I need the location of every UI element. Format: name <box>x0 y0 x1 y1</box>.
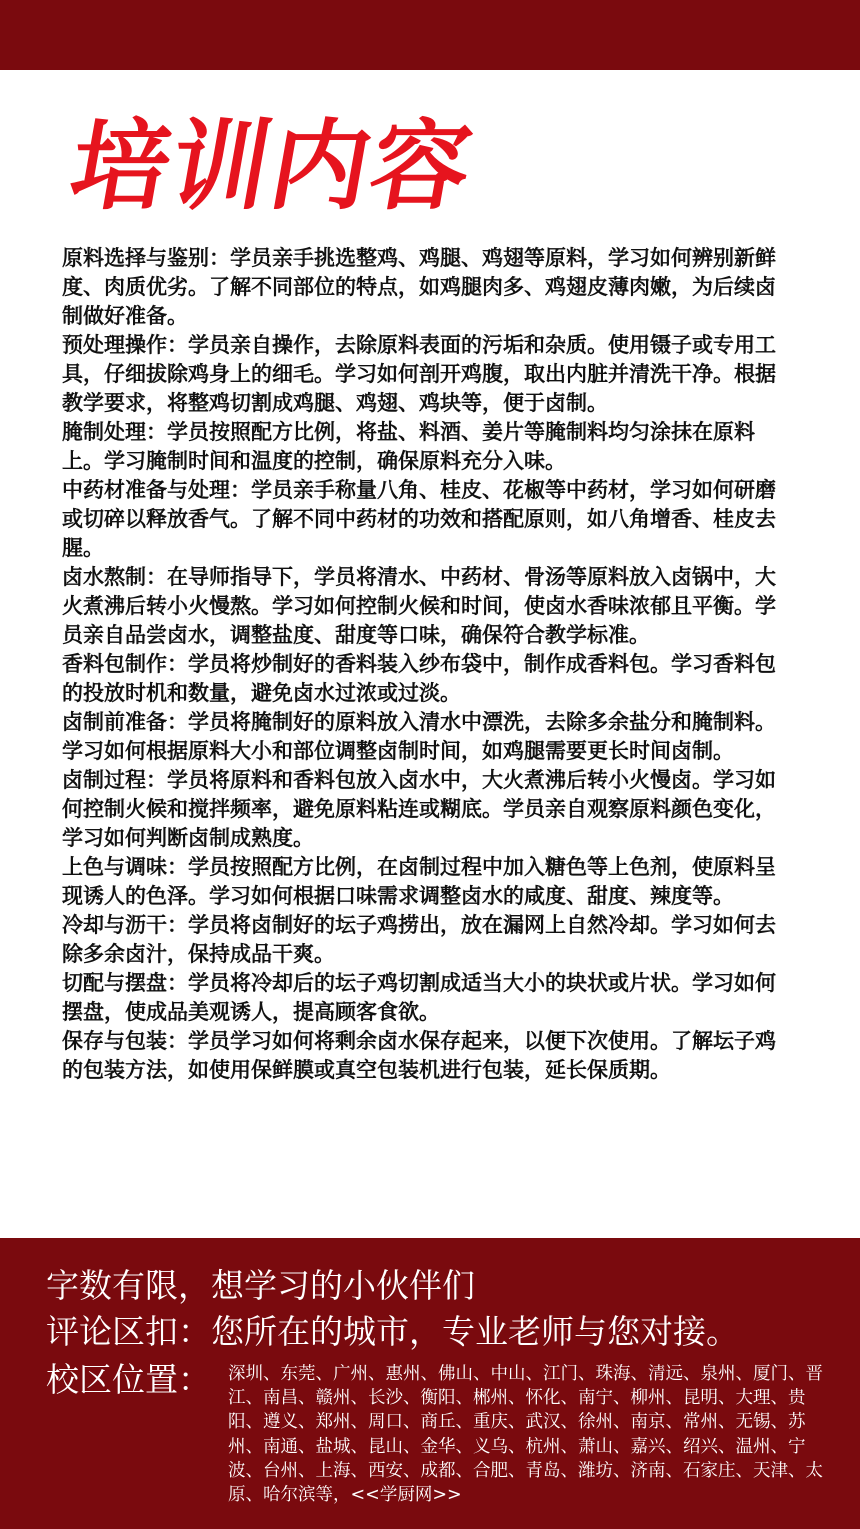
paragraph-spice-bag: 香料包制作：学员将炒制好的香料装入纱布袋中，制作成香料包。学习香料包的投放时机和数量，避免卤水过浓或过淡。 <box>62 652 776 705</box>
campus-label: 校区位置： <box>46 1360 211 1399</box>
promo-line-comment: 评论区扣：您所在的城市，专业老师与您对接。 <box>46 1312 739 1351</box>
paragraph-preprocessing: 预处理操作：学员亲自操作，去除原料表面的污垢和杂质。使用镊子或专用工具，仔细拔除鸡身上的细毛。学习如何剖开鸡腹，取出内脏并清洗干净。根据教学要求，将整鸡切割成鸡腿、鸡翅、鸡块等，便于卤制。 <box>62 333 776 415</box>
paragraph-coloring-seasoning: 上色与调味：学员按照配方比例，在卤制过程中加入糖色等上色剂，使原料呈现诱人的色泽。学习如何根据口味需求调整卤水的咸度、甜度、辣度等。 <box>62 855 776 908</box>
promo-line-limited: 字数有限，想学习的小伙伴们 <box>46 1266 475 1305</box>
campus-city-list: 深圳、东莞、广州、惠州、佛山、中山、江门、珠海、清远、泉州、厦门、晋江、南昌、赣州、长沙、衡阳、郴州、怀化、南宁、柳州、昆明、大理、贵阳、遵义、郑州、周口、商丘、重庆、武汉、徐州、南京、常州、无锡、苏州、南通、盐城、昆山、金华、义乌、杭州、萧山、嘉兴、绍兴、温州、宁波、台州、上海、西安、成都、合肥、青岛、潍坊、济南、石家庄、天津、太原、哈尔滨等，<<学厨网>> <box>228 1364 823 1506</box>
top-banner <box>0 0 860 70</box>
paragraph-braising-process: 卤制过程：学员将原料和香料包放入卤水中，大火煮沸后转小火慢卤。学习如何控制火候和搅拌频率，避免原料粘连或糊底。学员亲自观察原料颜色变化，学习如何判断卤制成熟度。 <box>62 768 776 850</box>
training-content <box>62 244 790 1085</box>
paragraph-brine-making: 卤水熬制：在导师指导下，学员将清水、中药材、骨汤等原料放入卤锅中，大火煮沸后转小火慢熬。学习如何控制火候和时间，使卤水香味浓郁且平衡。学员亲自品尝卤水，调整盐度、甜度等口味，确保符合教学标准。 <box>62 565 776 647</box>
paragraph-pre-braising: 卤制前准备：学员将腌制好的原料放入清水中漂洗，去除多余盐分和腌制料。学习如何根据原料大小和部位调整卤制时间，如鸡腿需要更长时间卤制。 <box>62 710 776 763</box>
paragraph-storage-packaging: 保存与包装：学员学习如何将剩余卤水保存起来，以便下次使用。了解坛子鸡的包装方法，如使用保鲜膜或真空包装机进行包装，延长保质期。 <box>62 1029 776 1082</box>
paragraph-herb-preparation: 中药材准备与处理：学员亲手称量八角、桂皮、花椒等中药材，学习如何研磨或切碎以释放香气。了解不同中药材的功效和搭配原则，如八角增香、桂皮去腥。 <box>62 478 776 560</box>
page-title: 培训内容 <box>61 110 482 224</box>
paragraph-material-selection: 原料选择与鉴别：学员亲手挑选整鸡、鸡腿、鸡翅等原料，学习如何辨别新鲜度、肉质优劣。了解不同部位的特点，如鸡腿肉多、鸡翅皮薄肉嫩，为后续卤制做好准备。 <box>62 246 776 328</box>
paragraph-cooling-draining: 冷却与沥干：学员将卤制好的坛子鸡捞出，放在漏网上自然冷却。学习如何去除多余卤汁，保持成品干爽。 <box>62 913 776 966</box>
paragraph-marinating: 腌制处理：学员按照配方比例，将盐、料酒、姜片等腌制料均匀涂抹在原料上。学习腌制时间和温度的控制，确保原料充分入味。 <box>62 420 755 473</box>
paragraph-cutting-plating: 切配与摆盘：学员将冷却后的坛子鸡切割成适当大小的块状或片状。学习如何摆盘，使成品美观诱人，提高顾客食欲。 <box>62 971 776 1024</box>
